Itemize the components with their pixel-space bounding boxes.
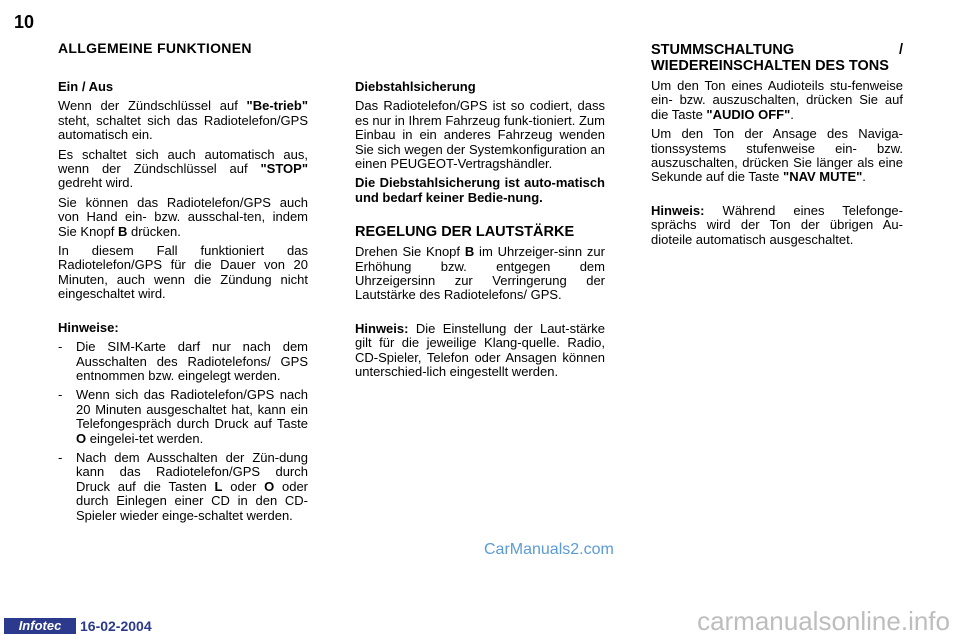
key-term: "AUDIO OFF" (706, 106, 791, 122)
heading-volume-control: REGELUNG DER LAUTSTÄRKE (355, 224, 575, 241)
note-paragraph (651, 204, 903, 247)
text: oder durch Einlegen einer CD in den CD-Spieler wieder einge-schaltet werden. (76, 478, 308, 523)
paragraph: In diesem Fall funktioniert das Radiotelefon/GPS für die Dauer von 20 Minuten, auch wenn die Zündung nicht eingeschaltet wird. (58, 243, 308, 302)
paragraph (651, 79, 903, 122)
key-term: "NAV MUTE" (783, 169, 863, 185)
text: Die SIM-Karte darf nur nach dem Ausschalten des Radiotelefons/ GPS entnommen bzw. eingelegt werden. (76, 339, 308, 383)
text: gedreht wird. (58, 175, 134, 191)
list-item (58, 388, 308, 446)
footer-date: 16-02-2004 (80, 618, 152, 634)
text: Sie können das Radiotelefon/GPS auch von Hand ein- bzw. ausschal-ten, indem Sie Knopf (58, 194, 308, 239)
column-1 (58, 80, 308, 528)
text: im Uhrzeiger-sinn zur Erhöhung bzw. entgegen dem Uhrzeigersinn zur Verringerung der Lautstärke des Radiotelefons/ GPS. (355, 244, 605, 303)
text: Wenn sich das Radiotelefon/GPS nach 20 Minuten ausgeschaltet hat, kann ein Telefongespräch durch Druck auf Taste (76, 387, 308, 432)
dash: - (58, 339, 63, 355)
notes-list (58, 340, 308, 523)
list-item (58, 340, 308, 383)
key-term: O (76, 430, 87, 446)
dash: - (58, 387, 63, 403)
column-3 (651, 42, 903, 252)
text: . (790, 106, 794, 122)
text: Die Einstellung der Laut-stärke gilt für die jeweilige Klang-quelle. Radio, CD-Spieler, Telefon oder Ansagen können unterschied-lich eingestellt werden. (355, 320, 605, 380)
paragraph (58, 196, 308, 239)
note-paragraph (355, 322, 605, 380)
text: Nach dem Ausschalten der Zün-dung kann das Radiotelefon/GPS durch Druck auf die Tasten (76, 449, 308, 494)
text: . (862, 169, 866, 185)
column-2 (355, 80, 605, 385)
paragraph-bold: Die Diebstahlsicherung ist auto-matisch und bedarf keiner Bedie-nung. (355, 175, 605, 205)
key-term: B (464, 244, 475, 260)
text: Während eines Telefonge-sprächs wird der Ton der übrigen Au-dioteile automatisch ausgeschaltet. (651, 202, 903, 247)
text: Um den Ton eines Audioteils stu-fenweise ein- bzw. auszuschalten, drücken Sie auf die Taste (651, 78, 903, 122)
dash: - (58, 449, 63, 465)
key-term: O (264, 478, 275, 494)
watermark-carmanuals2: CarManuals2.com (484, 541, 614, 558)
paragraph (58, 99, 308, 142)
note-label: Hinweis: (355, 320, 409, 336)
list-item (58, 451, 308, 523)
text: Um den Ton der Ansage des Naviga-tionssystems stufenweise ein- bzw. auszuschalten, drücken Sie länger als eine Sekunde auf die Taste (651, 126, 903, 185)
paragraph: Das Radiotelefon/GPS ist so codiert, dass es nur in Ihrem Fahrzeug funk-tioniert. Zum Einbau in ein anderes Fahrzeug wenden Sie sich wegen der Systemkonfiguration an einen PEUGEOT-Vertragshändler. (355, 98, 605, 172)
note-label: Hinweis: (651, 202, 705, 218)
text: Wenn der Zündschlüssel auf (58, 98, 247, 114)
infotec-logo: Infotec (4, 618, 76, 634)
section-heading-general-functions: ALLGEMEINE FUNKTIONEN (58, 40, 252, 56)
text: drücken. (127, 223, 181, 239)
paragraph (355, 245, 605, 303)
paragraph (58, 148, 308, 191)
key-term: "STOP" (260, 161, 308, 177)
text: Es schaltet sich auch automatisch aus, wenn der Zündschlüssel auf (58, 146, 308, 177)
subheading-on-off: Ein / Aus (58, 79, 114, 94)
notes-heading: Hinweise: (58, 319, 119, 335)
text: Drehen Sie Knopf (355, 244, 465, 260)
key-term: B (118, 223, 128, 239)
key-term: L (214, 478, 223, 494)
page-number: 10 (14, 12, 35, 32)
subheading-anti-theft: Diebstahlsicherung (355, 79, 476, 94)
text: oder (222, 478, 265, 494)
heading-mute: STUMMSCHALTUNG / WIEDEREINSCHALTEN DES TONS (651, 42, 903, 74)
watermark-carmanualsonline: carmanualsonline.info (697, 606, 950, 636)
text: steht, schaltet sich das Radiotelefon/GPS automatisch ein. (58, 112, 308, 143)
paragraph (651, 127, 903, 185)
text: eingelei-tet werden. (86, 430, 204, 446)
key-term: "Be-trieb" (246, 98, 308, 114)
